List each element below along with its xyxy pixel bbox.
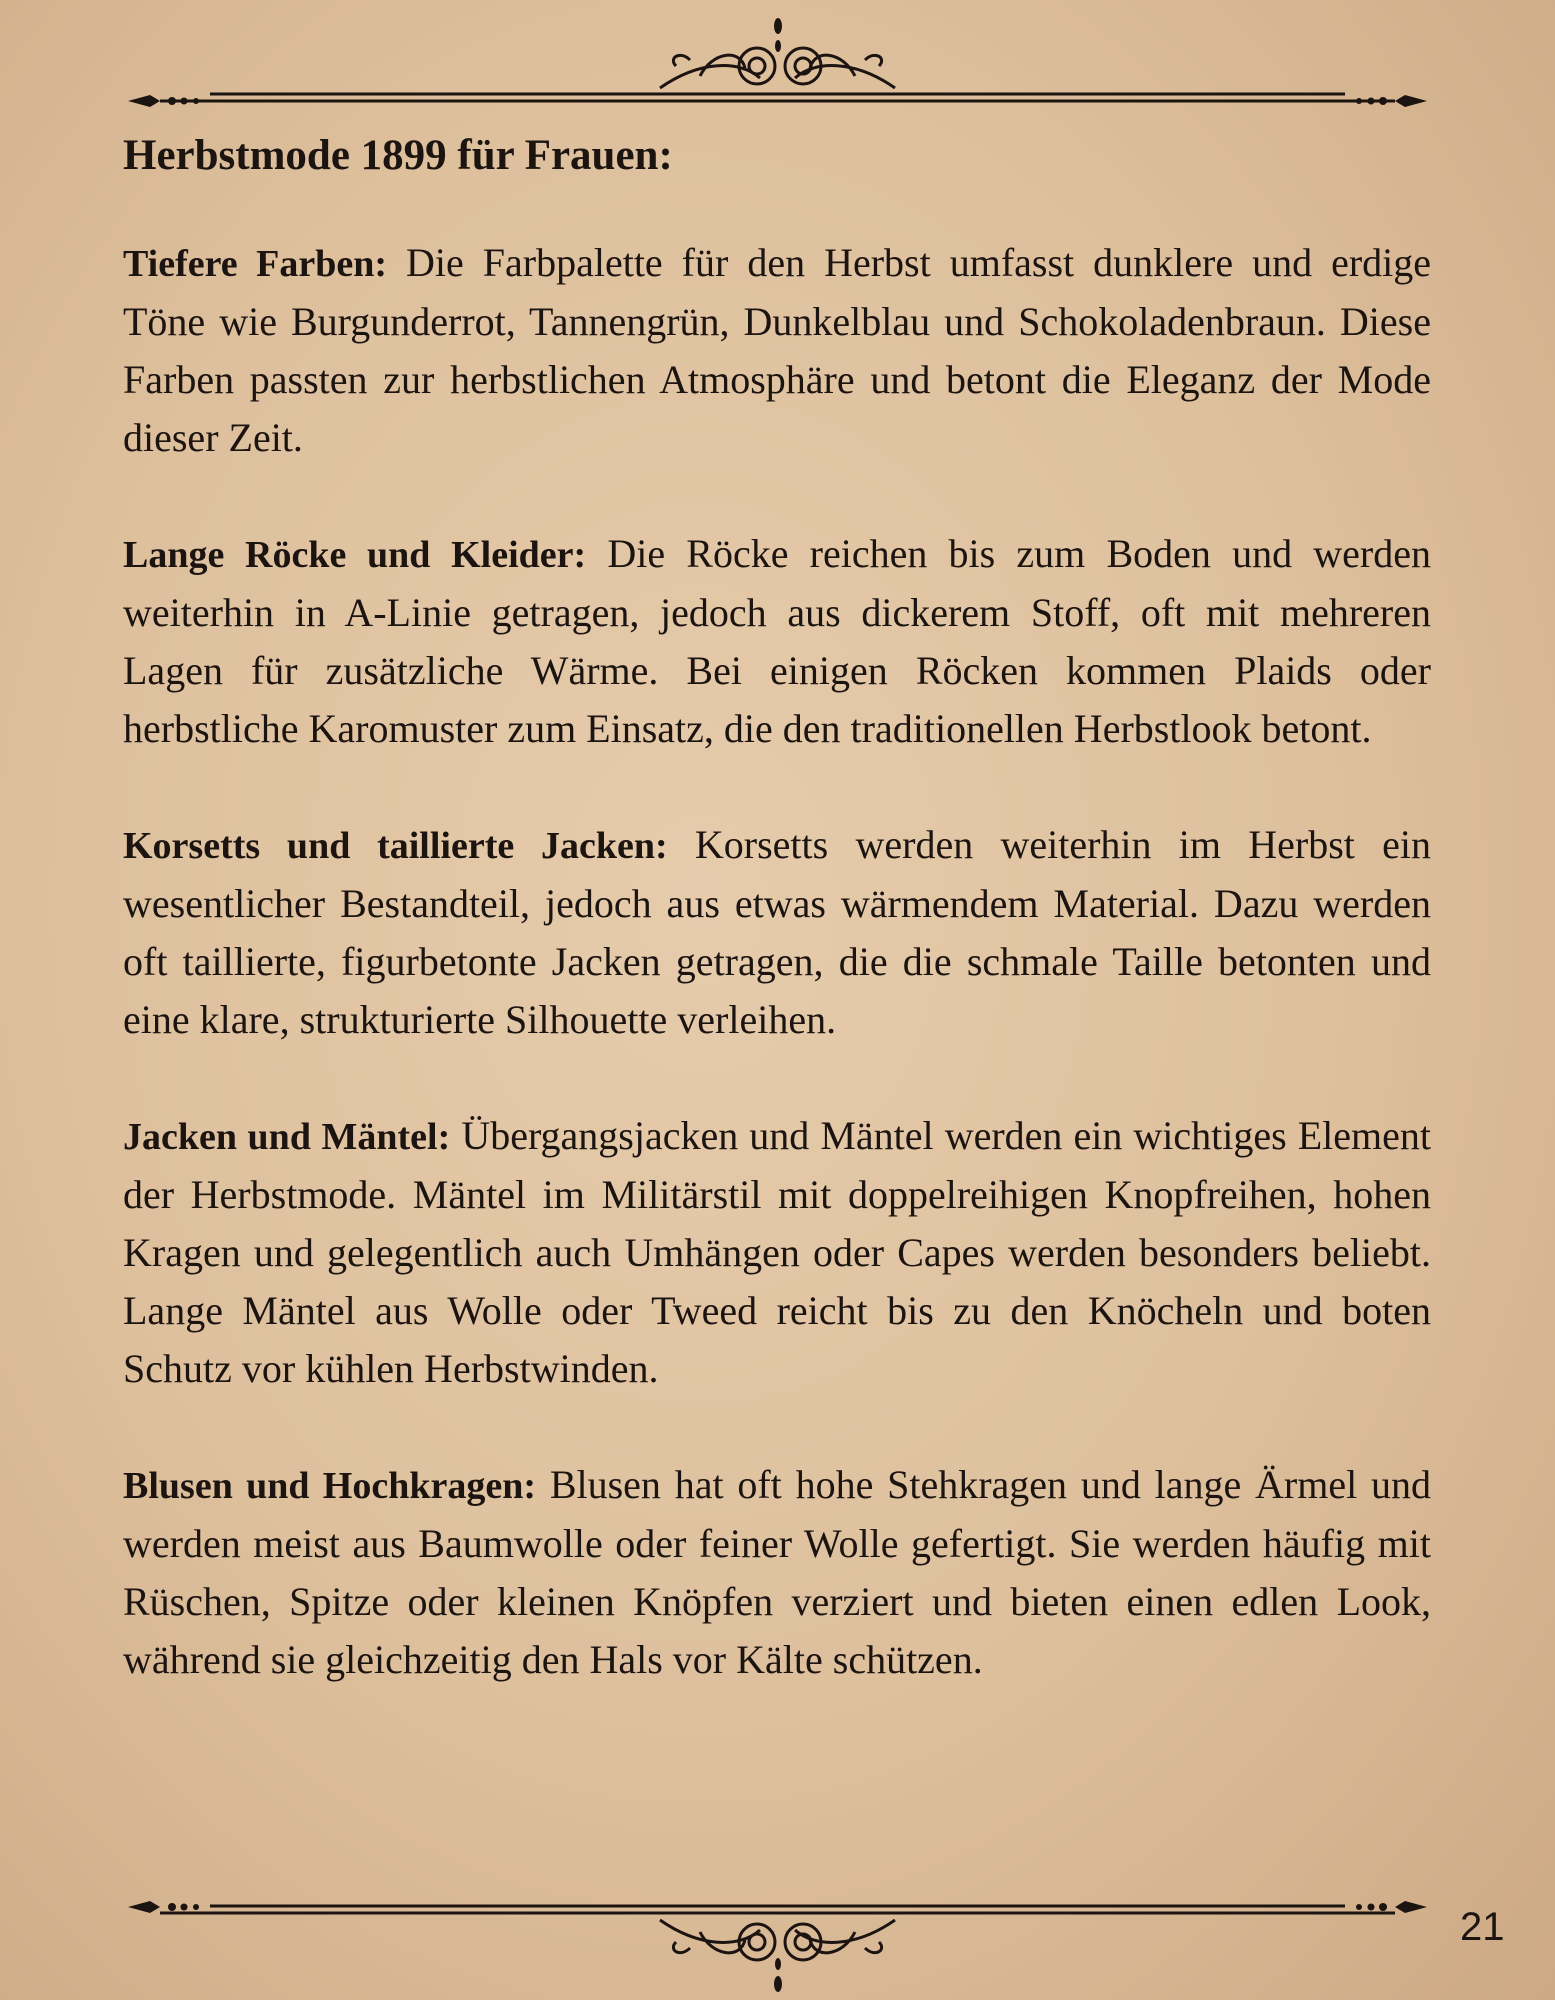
section-body: Blusen hat oft hohe Stehkragen und lange Ärmel und werden meist aus Baumwolle oder feiner Wolle gefertigt. Sie werden häufig mit Rüschen, Spitze oder kleinen Knöpfen verziert und bieten einen edlen Look, während sie gleichzeitig den Hals vor Kälte schützen. <box>123 1462 1432 1682</box>
section-jacken-maentel <box>123 1107 1431 1398</box>
section-lange-roecke <box>123 525 1431 758</box>
bottom-ornament-divider <box>0 1880 1555 2000</box>
section-body: Die Röcke reichen bis zum Boden und werden weiterhin in A-Linie getragen, jedoch aus dickerem Stoff, oft mit mehreren Lagen für zusätzliche Wärme. Bei einigen Röcken kommen Plaids oder herbstliche Karomuster zum Einsatz, die den traditionellen Herbstlook betont. <box>123 531 1431 751</box>
page-number: 21 <box>1460 1905 1505 1949</box>
section-body: Die Farbpalette für den Herbst umfasst dunklere und erdige Töne wie Burgunderrot, Tannengrün, Dunkelblau und Schokoladenbraun. Diese Farben passten zur herbstlichen Atmosphäre und betont die Eleganz der Mode dieser Zeit. <box>123 240 1432 460</box>
section-tiefere-farben <box>123 234 1431 467</box>
top-ornament-divider <box>0 0 1555 120</box>
section-heading: Lange Röcke und Kleider: <box>123 534 587 576</box>
section-heading: Korsetts und taillierte Jacken: <box>123 825 668 867</box>
section-heading: Tiefere Farben: <box>123 243 388 285</box>
page-title: Herbstmode 1899 für Frauen: <box>123 132 673 179</box>
page-content <box>123 118 1431 1747</box>
section-heading: Jacken und Mäntel: <box>123 1116 451 1158</box>
section-heading: Blusen und Hochkragen: <box>123 1465 537 1507</box>
section-korsetts <box>123 816 1431 1049</box>
section-body: Übergangsjacken und Mäntel werden ein wichtiges Element der Herbstmode. Mäntel im Militärstil mit doppelreihigen Knopfreihen, hohen Kragen und gelegentlich auch Umhängen oder Capes werden besonders beliebt. Lange Mäntel aus Wolle oder Tweed reicht bis zu den Knöcheln und boten Schutz vor kühlen Herbstwinden. <box>123 1113 1432 1391</box>
section-blusen <box>123 1456 1431 1689</box>
section-body: Korsetts werden weiterhin im Herbst ein wesentlicher Bestandteil, jedoch aus etwas wärmendem Material. Dazu werden oft taillierte, figurbetonte Jacken getragen, die die schmale Taille betonten und eine klare, strukturierte Silhouette verleihen. <box>123 822 1432 1042</box>
